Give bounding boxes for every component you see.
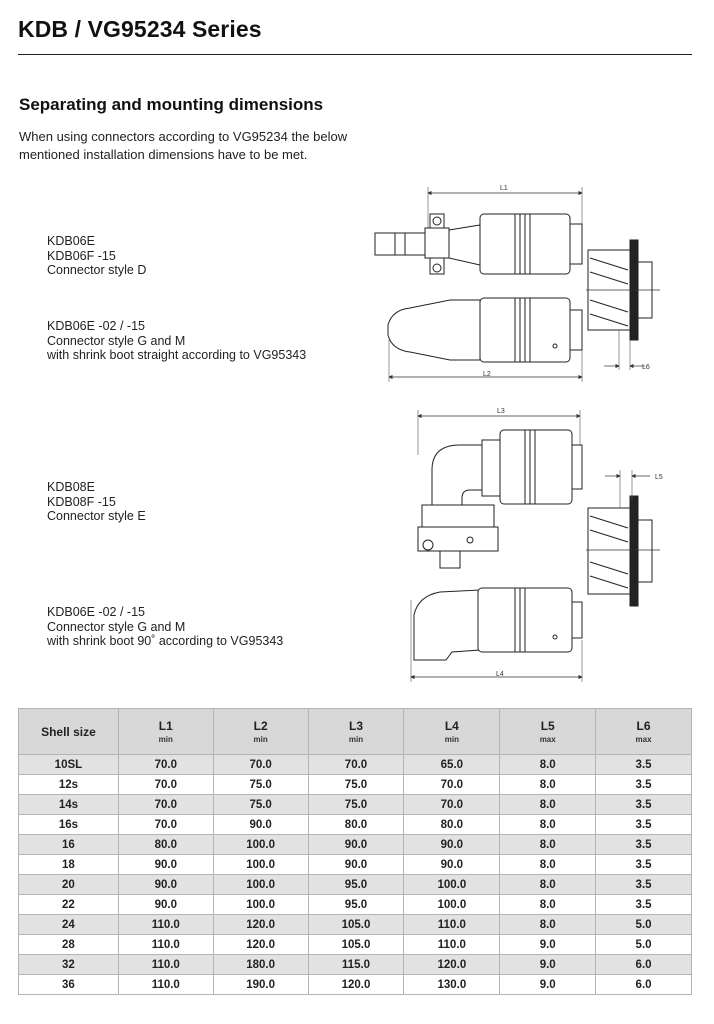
cell-l5: 8.0 xyxy=(500,775,596,795)
cell-l4: 120.0 xyxy=(404,955,500,975)
cell-l4: 100.0 xyxy=(404,895,500,915)
intro-line: When using connectors according to VG95234 the below xyxy=(19,129,348,144)
cell-l1: 70.0 xyxy=(118,815,213,835)
cell-l6: 5.0 xyxy=(596,915,692,935)
table-header-row xyxy=(19,709,692,755)
cell-shell-size: 36 xyxy=(19,975,119,995)
cell-l5: 8.0 xyxy=(500,815,596,835)
cell-l3: 95.0 xyxy=(308,895,404,915)
cell-l4: 70.0 xyxy=(404,795,500,815)
table-row xyxy=(19,875,692,895)
cell-l2: 75.0 xyxy=(213,775,308,795)
cell-l5: 8.0 xyxy=(500,855,596,875)
cell-l3: 90.0 xyxy=(308,855,404,875)
label-line: KDB06F -15 xyxy=(47,248,116,263)
header-shell-size: Shell size xyxy=(19,709,119,755)
cell-shell-size: 20 xyxy=(19,875,119,895)
label-line: Connector style D xyxy=(47,263,147,277)
cell-l3: 105.0 xyxy=(308,915,404,935)
cell-l1: 110.0 xyxy=(118,955,213,975)
cell-l3: 75.0 xyxy=(308,775,404,795)
label-line: KDB06E xyxy=(47,234,95,248)
right-angle-shrink-boot-drawing xyxy=(411,588,582,682)
dimension-label-l1: L1 xyxy=(500,185,508,192)
intro-line: mentioned installation dimensions have to be met. xyxy=(19,147,308,162)
cell-l2: 75.0 xyxy=(213,795,308,815)
cell-l4: 80.0 xyxy=(404,815,500,835)
section-heading: Separating and mounting dimensions xyxy=(19,95,324,114)
cell-l3: 120.0 xyxy=(308,975,404,995)
cell-l5: 8.0 xyxy=(500,835,596,855)
header-l4: L4 min xyxy=(404,709,500,755)
cell-l3: 70.0 xyxy=(308,755,404,775)
table-row xyxy=(19,915,692,935)
cell-l6: 3.5 xyxy=(596,875,692,895)
cell-l2: 180.0 xyxy=(213,955,308,975)
cell-l3: 75.0 xyxy=(308,795,404,815)
cell-l2: 100.0 xyxy=(213,895,308,915)
cell-l5: 9.0 xyxy=(500,975,596,995)
cell-l2: 190.0 xyxy=(213,975,308,995)
label-line: KDB08E xyxy=(47,480,95,494)
label-line: with shrink boot 90˚ according to VG95343 xyxy=(47,634,284,648)
cell-l6: 5.0 xyxy=(596,935,692,955)
cell-l6: 3.5 xyxy=(596,895,692,915)
header-l5: L5 max xyxy=(500,709,596,755)
dimension-label-l4: L4 xyxy=(496,671,504,678)
cell-l1: 110.0 xyxy=(118,915,213,935)
label-line: Connector style G and M xyxy=(47,333,186,348)
cell-l6: 3.5 xyxy=(596,755,692,775)
dimension-label-l3: L3 xyxy=(497,408,505,415)
cell-l4: 90.0 xyxy=(404,835,500,855)
cell-l1: 70.0 xyxy=(118,795,213,815)
table-row xyxy=(19,795,692,815)
label-line: Connector style E xyxy=(47,509,146,523)
label-line: KDB06E -02 / -15 xyxy=(47,605,145,619)
cell-l5: 8.0 xyxy=(500,795,596,815)
cell-l4: 110.0 xyxy=(404,915,500,935)
cell-l6: 3.5 xyxy=(596,795,692,815)
cell-l4: 130.0 xyxy=(404,975,500,995)
cell-l6: 6.0 xyxy=(596,955,692,975)
cell-l1: 70.0 xyxy=(118,775,213,795)
cell-shell-size: 14s xyxy=(19,795,119,815)
cell-l4: 90.0 xyxy=(404,855,500,875)
cell-l6: 3.5 xyxy=(596,815,692,835)
cell-l6: 3.5 xyxy=(596,835,692,855)
table-row xyxy=(19,935,692,955)
cell-l1: 90.0 xyxy=(118,875,213,895)
table-row xyxy=(19,855,692,875)
right-angle-connector-style-e-drawing xyxy=(418,410,582,568)
cell-shell-size: 12s xyxy=(19,775,119,795)
header-l3: L3 min xyxy=(308,709,404,755)
cell-l2: 100.0 xyxy=(213,835,308,855)
page-title: KDB / VG95234 Series xyxy=(18,16,262,42)
cell-shell-size: 18 xyxy=(19,855,119,875)
table-row xyxy=(19,975,692,995)
cell-l2: 100.0 xyxy=(213,875,308,895)
cell-l5: 8.0 xyxy=(500,915,596,935)
cell-l5: 9.0 xyxy=(500,935,596,955)
dimension-label-l6: L6 xyxy=(642,364,650,371)
straight-connector-style-d-drawing xyxy=(375,187,582,274)
table-row xyxy=(19,815,692,835)
dimensions-table xyxy=(18,708,692,995)
straight-shrink-boot-drawing xyxy=(388,298,582,382)
cell-l5: 8.0 xyxy=(500,755,596,775)
cell-l2: 120.0 xyxy=(213,915,308,935)
cell-shell-size: 10SL xyxy=(19,755,119,775)
cell-l4: 70.0 xyxy=(404,775,500,795)
cell-shell-size: 32 xyxy=(19,955,119,975)
cell-shell-size: 28 xyxy=(19,935,119,955)
cell-l3: 90.0 xyxy=(308,835,404,855)
table-row xyxy=(19,835,692,855)
cell-shell-size: 16 xyxy=(19,835,119,855)
cell-l5: 9.0 xyxy=(500,955,596,975)
dimension-label-l5: L5 xyxy=(655,474,663,481)
cell-l4: 110.0 xyxy=(404,935,500,955)
dimension-label-l2: L2 xyxy=(483,371,491,378)
cell-l1: 90.0 xyxy=(118,855,213,875)
cell-l3: 95.0 xyxy=(308,875,404,895)
cell-l2: 120.0 xyxy=(213,935,308,955)
cell-l2: 90.0 xyxy=(213,815,308,835)
cell-l6: 3.5 xyxy=(596,855,692,875)
cell-l2: 70.0 xyxy=(213,755,308,775)
cell-l4: 65.0 xyxy=(404,755,500,775)
header-l2: L2 min xyxy=(213,709,308,755)
cell-l3: 115.0 xyxy=(308,955,404,975)
cell-l1: 70.0 xyxy=(118,755,213,775)
header-l1: L1 min xyxy=(118,709,213,755)
cell-shell-size: 16s xyxy=(19,815,119,835)
cell-l3: 80.0 xyxy=(308,815,404,835)
cell-l1: 110.0 xyxy=(118,935,213,955)
cell-shell-size: 22 xyxy=(19,895,119,915)
table-row xyxy=(19,955,692,975)
cell-l4: 100.0 xyxy=(404,875,500,895)
receptacle-panel-lower-drawing xyxy=(586,470,660,606)
cell-l6: 6.0 xyxy=(596,975,692,995)
label-line: Connector style G and M xyxy=(47,619,186,634)
cell-l3: 105.0 xyxy=(308,935,404,955)
cell-l5: 8.0 xyxy=(500,875,596,895)
table-row xyxy=(19,755,692,775)
label-line: with shrink boot straight according to VG95343 xyxy=(47,348,307,362)
cell-l1: 90.0 xyxy=(118,895,213,915)
label-line: KDB08F -15 xyxy=(47,494,116,509)
header-l6: L6 max xyxy=(596,709,692,755)
cell-l1: 110.0 xyxy=(118,975,213,995)
receptacle-panel-upper-drawing xyxy=(586,240,660,370)
table-row xyxy=(19,895,692,915)
cell-l2: 100.0 xyxy=(213,855,308,875)
table-row xyxy=(19,775,692,795)
cell-l5: 8.0 xyxy=(500,895,596,915)
cell-l6: 3.5 xyxy=(596,775,692,795)
table-body xyxy=(19,755,692,995)
label-line: KDB06E -02 / -15 xyxy=(47,319,145,333)
cell-l1: 80.0 xyxy=(118,835,213,855)
cell-shell-size: 24 xyxy=(19,915,119,935)
